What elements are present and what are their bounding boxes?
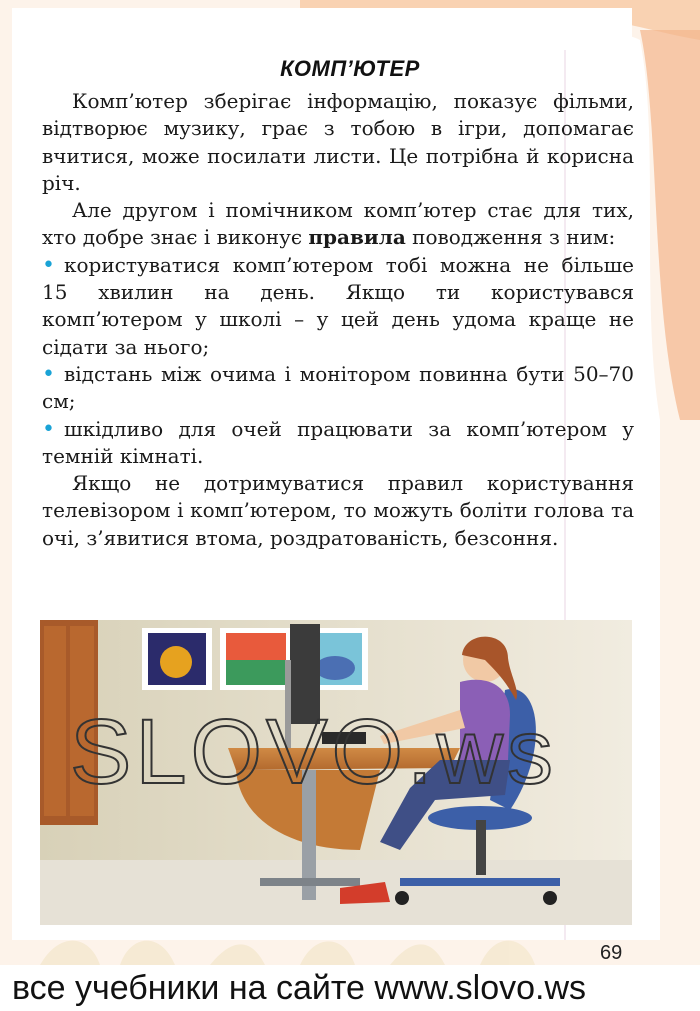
paragraph-intro: Комп’ютер зберігає інформацію, показує фільми, відтворює музику, грає з тобою в ігри, допомагає вчитися, може посилати листи. Це потрібна й корисна річ. bbox=[42, 89, 634, 195]
bullet-icon: • bbox=[42, 361, 55, 387]
page-title: КОМП’ЮТЕР bbox=[280, 56, 420, 81]
paragraph-consequences: Якщо не дотримуватися правил користування телевізором і комп’ютером, то можуть боліти голова та очі, з’явитися втома, роздратованість, безсоння. bbox=[42, 471, 634, 550]
article-body bbox=[42, 88, 634, 552]
list-item bbox=[42, 416, 634, 471]
rule-text: шкідливо для очей працювати за комп’ютером у темній кімнаті. bbox=[42, 416, 634, 468]
rule-text: користуватися комп’ютером тобі можна не більше 15 хвилин на день. Якщо ти користувався комп’ютером у школі – у цей день удома краще не сідати за нього; bbox=[42, 252, 634, 359]
footer-bar bbox=[0, 965, 700, 1011]
bold-term-rules: правила bbox=[308, 225, 406, 250]
bullet-icon: • bbox=[42, 252, 55, 278]
rule-text: відстань між очима і монітором повинна бути 50–70 см; bbox=[42, 361, 634, 414]
paragraph-rules-intro-end: поводження з ним: bbox=[405, 225, 616, 250]
paragraph-rules-intro-text: Але другом і помічником комп’ютер стає для тих, хто добре знає і виконує bbox=[42, 198, 634, 250]
list-item bbox=[42, 361, 634, 416]
footer-text: все учебники на сайте www.slovo.ws bbox=[12, 969, 587, 1007]
watermark: SLOVO.ws bbox=[70, 701, 558, 803]
list-item bbox=[42, 252, 634, 361]
rules-list bbox=[42, 252, 634, 470]
paragraph-rules-intro bbox=[42, 197, 634, 252]
bullet-icon: • bbox=[42, 416, 55, 442]
page-number: 69 bbox=[600, 942, 623, 964]
